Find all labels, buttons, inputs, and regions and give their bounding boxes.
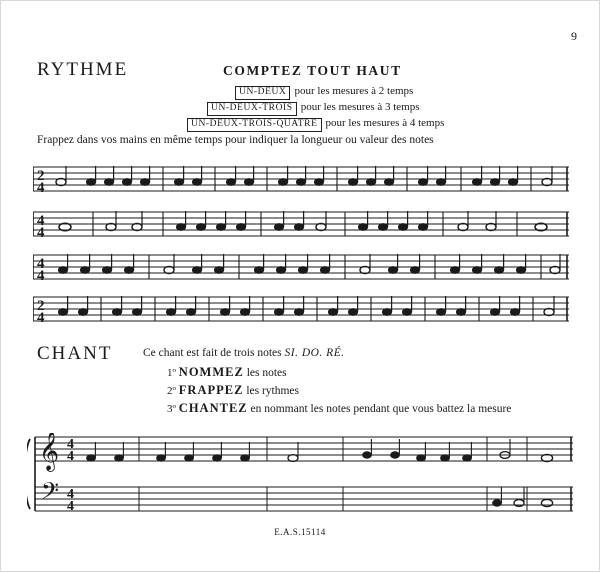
chant-step-1-number: 1º (167, 367, 176, 379)
chant-lead-sentence: Ce chant est fait de trois notes (143, 347, 282, 359)
svg-text:𝄞: 𝄞 (39, 433, 60, 471)
svg-text:4: 4 (67, 499, 74, 514)
page-number: 9 (571, 29, 577, 43)
rhythm-stave-4 (33, 291, 569, 329)
svg-text:4: 4 (37, 225, 45, 241)
rhythm-stave-3 (33, 249, 569, 287)
svg-text:2: 2 (37, 168, 45, 184)
svg-text:4: 4 (37, 268, 45, 284)
rhythm-stave-2 (33, 206, 569, 244)
count-text-3-temps: pour les mesures à 3 temps (300, 101, 420, 113)
section-title-chant: CHANT (37, 343, 113, 364)
chant-step-1-text: les notes (246, 367, 287, 379)
chant-step-1-keyword: NOMMEZ (178, 365, 244, 379)
svg-text:4: 4 (37, 256, 45, 272)
count-line-2-temps (235, 85, 413, 100)
svg-text:𝄢: 𝄢 (41, 477, 60, 510)
chant-lead-notes: SI. DO. RÉ. (284, 347, 345, 359)
svg-text:2: 2 (37, 298, 45, 314)
chant-step-2-keyword: FRAPPEZ (178, 383, 244, 397)
svg-text:4: 4 (67, 487, 74, 502)
count-line-4-temps (187, 117, 444, 132)
plate-number: E.A.S.15114 (274, 527, 326, 537)
rythme-instruction: Frappez dans vos mains en même temps pour indiquer la longueur ou valeur des notes (37, 134, 434, 146)
chant-step-2-text: les rythmes (246, 385, 300, 397)
svg-text:4: 4 (67, 449, 74, 464)
count-box-un-deux-trois: UN-DEUX-TROIS (207, 102, 297, 116)
chant-step-3-number: 3º (167, 403, 176, 415)
chant-step-3 (167, 401, 511, 416)
chant-step-1 (167, 365, 287, 380)
count-box-un-deux: UN-DEUX (235, 86, 290, 100)
chant-step-2 (167, 383, 299, 398)
svg-text:4: 4 (37, 213, 45, 229)
svg-text:4: 4 (67, 437, 74, 452)
chant-step-3-keyword: CHANTEZ (178, 401, 248, 415)
count-text-2-temps: pour les mesures à 2 temps (294, 85, 414, 97)
chant-step-3-text: en nommant les notes pendant que vous battez la mesure (250, 403, 512, 415)
comptez-heading: COMPTEZ TOUT HAUT (223, 63, 402, 78)
count-box-un-deux-trois-quatre: UN-DEUX-TROIS-QUATRE (187, 118, 322, 132)
chant-lead-text (143, 347, 345, 359)
chant-grand-staff (27, 433, 575, 519)
svg-text:4: 4 (37, 180, 45, 196)
chant-step-2-number: 2º (167, 385, 176, 397)
rhythm-stave-1 (33, 161, 569, 199)
count-text-4-temps: pour les mesures à 4 temps (325, 117, 445, 129)
svg-text:4: 4 (37, 310, 45, 326)
count-line-3-temps (207, 101, 420, 116)
section-title-rythme: RYTHME (37, 59, 129, 80)
